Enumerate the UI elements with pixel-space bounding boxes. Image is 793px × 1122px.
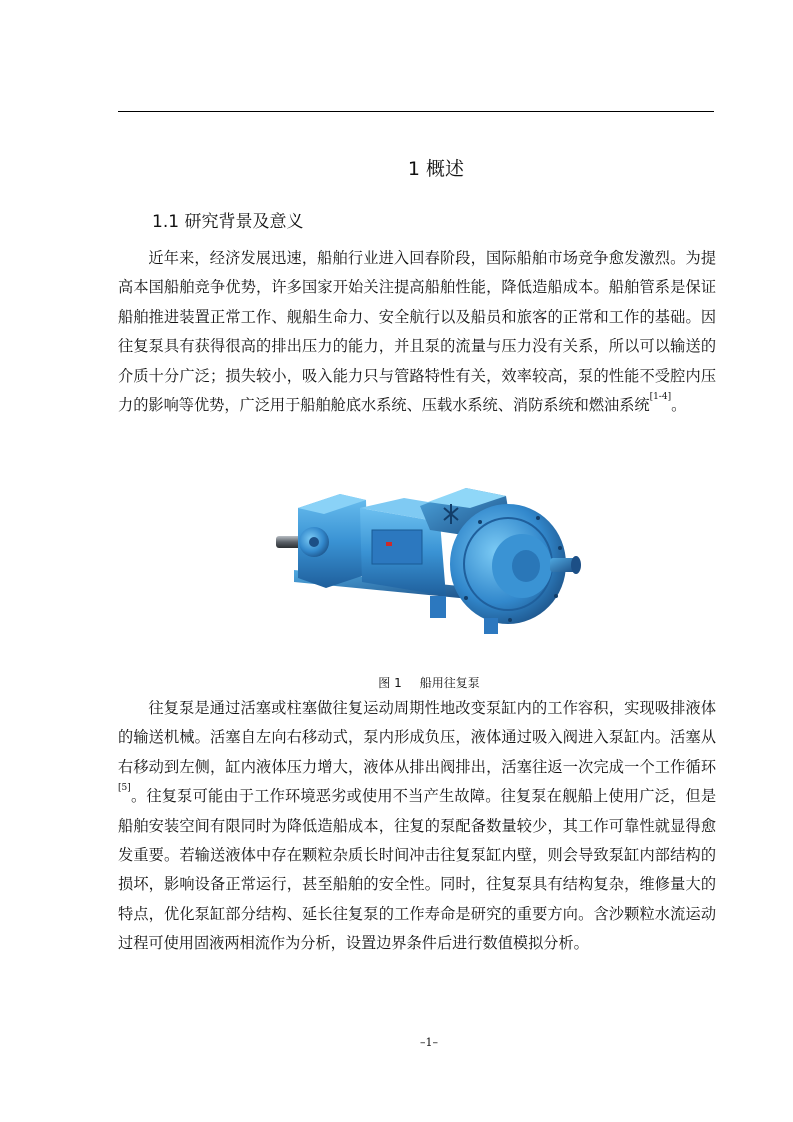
figure-label: 图 1: [378, 676, 402, 690]
citation-1-4[interactable]: [1-4]: [649, 392, 672, 403]
paragraph-2: [118, 694, 716, 959]
figure-caption: [118, 674, 714, 691]
figure-caption-text: 船用往复泵: [419, 676, 480, 690]
citation-5[interactable]: [5]: [118, 783, 131, 794]
page-number: –1–: [420, 1036, 438, 1049]
chapter-title: 1 概述: [407, 158, 465, 180]
paragraph-1: [118, 244, 716, 420]
paragraph-2-text-b: 。往复泵可能由于工作环境恶劣或使用不当产生故障。往复泵在舰船上使用广泛，但是船舶安装空间有限同时为降低造船成本，往复的泵配备数量较少，其工作可靠性就显得愈发重要。若输送液体中存在颗粒杂质长时间冲击往复泵缸内壁，则会导致泵缸内部结构的损坏，影响设备正常运行，甚至船舶的安全性。同时，往复泵具有结构复杂，维修量大的特点，优化泵缸部分结构、延长往复泵的工作寿命是研究的重要方向。含沙颗粒水流运动过程可使用固液两相流作为分析，设置边界条件后进行数值模拟分析。: [118, 787, 716, 953]
reciprocating-pump-figure: [270, 478, 590, 648]
paragraph-1-end: 。: [671, 396, 687, 415]
section-title: 1.1 研究背景及意义: [152, 212, 304, 232]
paragraph-1-text: 近年来，经济发展迅速，船舶行业进入回春阶段，国际船舶市场竞争愈发激烈。为提高本国船舶竞争优势，许多国家开始关注提高船舶性能，降低造船成本。船舶管系是保证船舶推进装置正常工作、舰船生命力、安全航行以及船员和旅客的正常和工作的基础。因往复泵具有获得很高的排出压力的能力，并且泵的流量与压力没有关系，所以可以输送的介质十分广泛；损失较小，吸入能力只与管路特性有关，效率较高，泵的性能不受腔内压力的影响等优势，广泛用于船舶舱底水系统、压载水系统、消防系统和燃油系统: [118, 249, 716, 415]
paragraph-2-text-a: 往复泵是通过活塞或柱塞做往复运动周期性地改变泵缸内的工作容积，实现吸排液体的输送机械。活塞自左向右移动式，泵内形成负压，液体通过吸入阀进入泵缸内。活塞从右移动到左侧，缸内液体压力增大，液体从排出阀排出，活塞往返一次完成一个工作循环: [118, 699, 716, 776]
header-rule: [118, 111, 714, 112]
